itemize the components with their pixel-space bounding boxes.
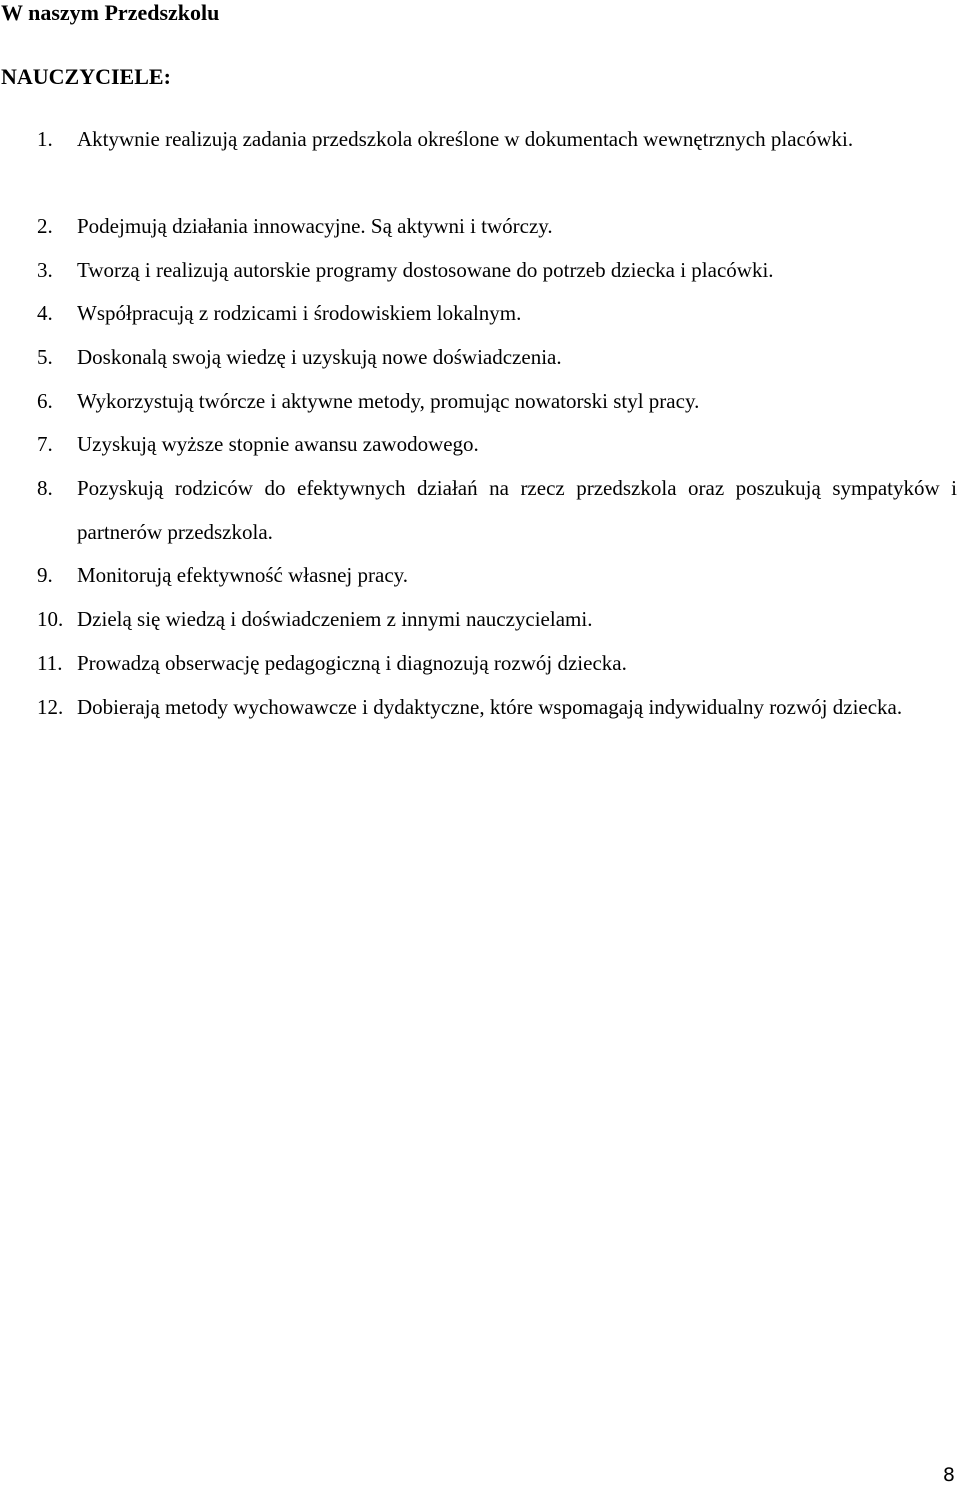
item-text: Prowadzą obserwację pedagogiczną i diagnozują rozwój dziecka. xyxy=(77,651,627,675)
item-text: Uzyskują wyższe stopnie awansu zawodowego. xyxy=(77,432,479,456)
item-number: 11. xyxy=(37,651,63,675)
item-number: 1. xyxy=(37,127,53,151)
page-number: 8 xyxy=(942,1464,955,1486)
item-number: 12. xyxy=(37,695,64,719)
item-number: 8. xyxy=(37,476,53,500)
item-text: Monitorują efektywność własnej pracy. xyxy=(77,563,409,587)
item-number: 7. xyxy=(37,432,53,456)
item-text: Wykorzystują twórcze i aktywne metody, promując nowatorski styl pracy. xyxy=(77,389,700,413)
item-number: 5. xyxy=(37,345,53,369)
item-number: 10. xyxy=(37,607,64,631)
item-text: Dzielą się wiedzą i doświadczeniem z innymi nauczycielami. xyxy=(77,607,593,631)
section-title: NAUCZYCIELE: xyxy=(1,64,171,89)
item-text: Aktywnie realizują zadania przedszkola określone w dokumentach wewnętrznych placówki. xyxy=(77,127,854,151)
item-text: Podejmują działania innowacyjne. Są aktywni i twórczy. xyxy=(77,214,553,238)
item-text: Dobierają metody wychowawcze i dydaktyczne, które wspomagają indywidualny rozwój dziecka. xyxy=(77,695,903,719)
item-number: 4. xyxy=(37,301,53,325)
item-number: 6. xyxy=(37,389,53,413)
item-number: 2. xyxy=(37,214,53,238)
item-text: Tworzą i realizują autorskie programy dostosowane do potrzeb dziecka i placówki. xyxy=(77,258,774,282)
item-number: 3. xyxy=(37,258,53,282)
item-text: Doskonalą swoją wiedzę i uzyskują nowe doświadczenia. xyxy=(77,345,562,369)
item-number: 9. xyxy=(37,563,53,587)
item-text: Współpracują z rodzicami i środowiskiem lokalnym. xyxy=(77,301,522,325)
item-text: Pozyskują rodziców do efektywnych działań na rzecz przedszkola oraz poszukują sympatyków i partnerów przedszkola. xyxy=(77,476,957,544)
page-title: W naszym Przedszkolu xyxy=(1,0,220,25)
